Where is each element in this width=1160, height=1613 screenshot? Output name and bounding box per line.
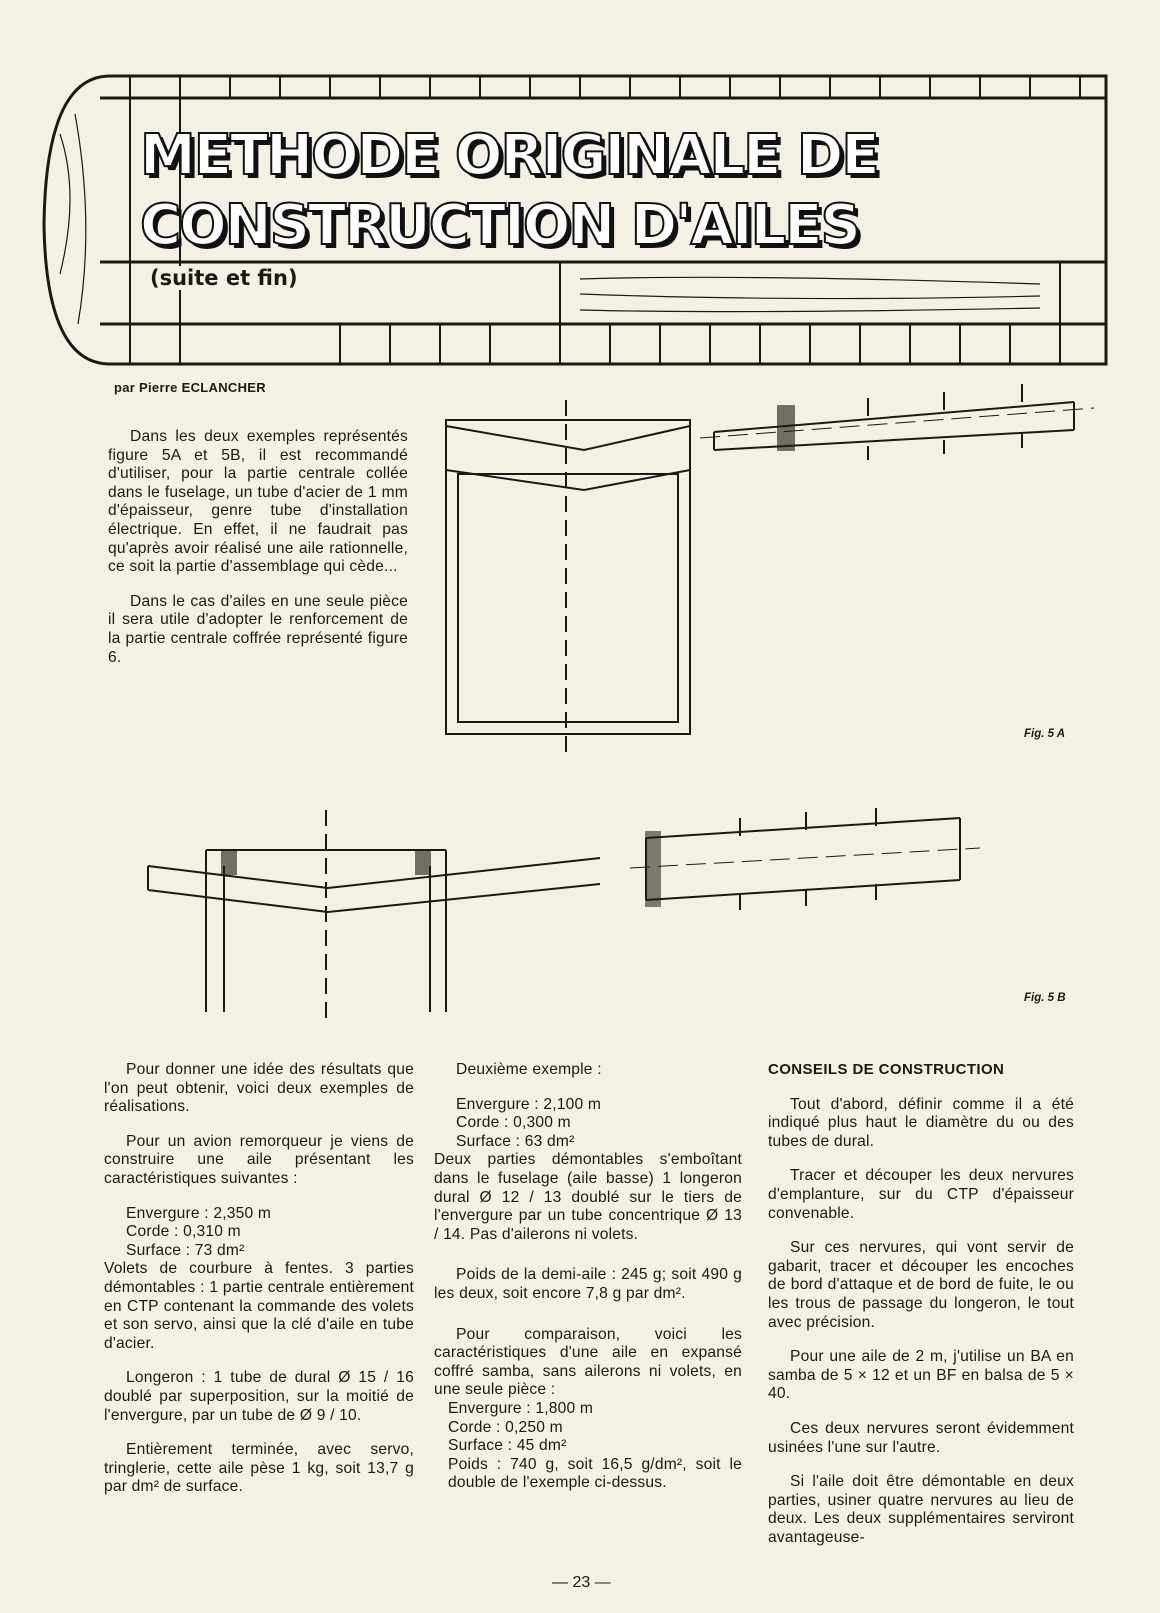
fig5a-spar <box>714 402 1074 450</box>
col1-paragraph-4: Longeron : 1 tube de dural Ø 15 / 16 doublé par superposition, sur la moitié de l'envergure, par un tube de Ø 9 / 10. <box>104 1369 414 1424</box>
intro-paragraph-1: Dans les deux exemples représentés figure 5A et 5B, il est recommandé d'utiliser, pour la partie centrale collée dans le fuselage, un tube d'acier de 1 mm d'épaisseur, genre tube d'installation électrique. En effet, il ne faudrait pas qu'après avoir réalisé une aile rationnelle, ce soit la partie d'assemblage qui cède... <box>108 428 408 576</box>
col2-heading: Deuxième exemple : <box>456 1061 602 1078</box>
col3-paragraph-5: Ces deux nervures seront évidemment usinées l'une sur l'autre. <box>768 1419 1074 1456</box>
col3-paragraph-3: Sur ces nervures, qui vont servir de gabarit, tracer et découper les encoches de bord d'attaque et de bord de fuite, le ou les trous de passage du longeron, le tout avec précision. <box>768 1239 1074 1331</box>
fig5a-frame-inner <box>458 474 678 722</box>
col3-paragraph-6: Si l'aile doit être démontable en deux parties, usiner quatre nervures au lieu de deux. Les deux supplémentaires serviront avantageuse- <box>768 1473 1074 1546</box>
col1-paragraph-3: Volets de courbure à fentes. 3 parties démontables : 1 partie centrale entièrement en CTP contenant la commande des volets et son servo, ainsi que la clé d'aile en tube d'acier. <box>104 1260 414 1352</box>
col1-paragraph-1: Pour donner une idée des résultats que l'on peut obtenir, voici deux exemples de réalisations. <box>104 1061 414 1116</box>
text-column-1 <box>104 1061 414 1513</box>
col2-paragraph-1: Deux parties démontables s'emboîtant dans le fuselage (aile basse) 1 longeron dural Ø 12 / 13 doublé sur le tiers de l'envergure par un tube concentrique Ø 13 / 14. Pas d'ailerons ni volets. <box>434 1151 742 1243</box>
col2-envergure-2: Envergure : 1,800 m <box>448 1399 594 1417</box>
col2-surface: Surface : 63 dm² <box>456 1132 575 1150</box>
text-column-2 <box>434 1061 742 1509</box>
col2-paragraph-3: Pour comparaison, voici les caractéristiques d'une aile en expansé coffré samba, sans ailerons ni volets, en une seule pièce : <box>434 1325 742 1399</box>
page-number: — 23 — <box>552 1574 611 1591</box>
col3-paragraph-2: Tracer et découper les deux nervures d'emplanture, sur du CTP d'épaisseur convenable. <box>768 1167 1074 1222</box>
col2-envergure: Envergure : 2,100 m <box>456 1095 602 1113</box>
text-column-3 <box>768 1061 1074 1563</box>
article-subtitle: (suite et fin) <box>146 266 302 290</box>
figure-5a-label: Fig. 5 A <box>1024 728 1066 740</box>
intro-paragraph-2: Dans le cas d'ailes en une seule pièce il sera utile d'adopter le renforcement de la partie centrale coffrée représenté figure 6. <box>108 592 408 666</box>
fig5b-spar <box>646 818 960 900</box>
col2-corde-2: Corde : 0,250 m <box>448 1418 563 1436</box>
fig5b-wing-tube <box>148 858 600 912</box>
col2-surface-2: Surface : 45 dm² <box>448 1437 567 1455</box>
col2-poids: Poids : 740 g, soit 16,5 g/dm², soit le double de l'exemple ci-dessus. <box>448 1455 742 1492</box>
article-title-line-2: CONSTRUCTION D'AILES <box>140 193 859 258</box>
fig5a-frame <box>446 420 690 734</box>
col3-paragraph-4: Pour une aile de 2 m, j'utilise un BA en samba de 5 × 12 et un BF en balsa de 5 × 40. <box>768 1348 1074 1403</box>
col1-paragraph-2: Pour un avion remorqueur je viens de construire une aile présentant les caractéristiques suivantes : <box>104 1132 414 1187</box>
col3-heading: CONSEILS DE CONSTRUCTION <box>768 1061 1005 1078</box>
col2-corde: Corde : 0,300 m <box>456 1114 571 1132</box>
col1-corde: Corde : 0,310 m <box>126 1223 241 1241</box>
col1-surface: Surface : 73 dm² <box>126 1241 245 1259</box>
col1-paragraph-5: Entièrement terminée, avec servo, tringlerie, cette aile pèse 1 kg, soit 13,7 g par dm² de surface. <box>104 1441 414 1496</box>
article-title-line-1: METHODE ORIGINALE DE <box>140 123 878 188</box>
col3-paragraph-1: Tout d'abord, définir comme il a été indiqué plus haut le diamètre du ou des tubes de dural. <box>768 1095 1074 1150</box>
col2-paragraph-2: Poids de la demi-aile : 245 g; soit 490 g les deux, soit encore 7,8 g par dm². <box>434 1266 742 1302</box>
byline: par Pierre ECLANCHER <box>114 380 266 395</box>
fig5a-wing-tube <box>446 426 690 490</box>
col1-envergure: Envergure : 2,350 m <box>126 1204 272 1222</box>
figure-5b-label: Fig. 5 B <box>1024 992 1066 1004</box>
